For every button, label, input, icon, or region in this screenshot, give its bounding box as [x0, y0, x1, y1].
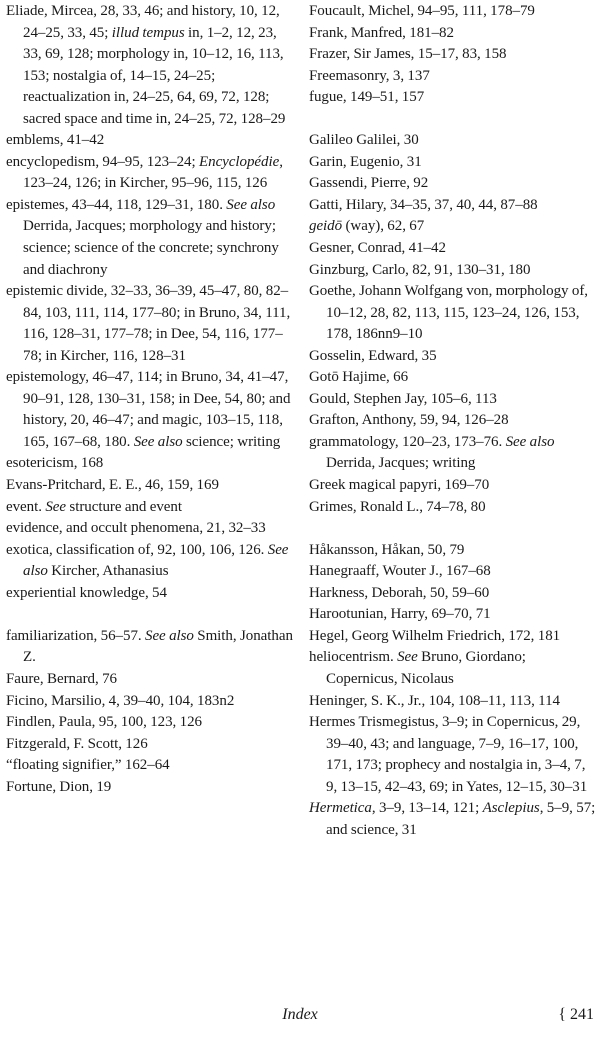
index-entry: Galileo Galilei, 30: [309, 132, 419, 149]
index-entry: Freemasonry, 3, 137: [309, 67, 430, 84]
index-entry: Hegel, Georg Wilhelm Friedrich, 172, 181: [309, 627, 561, 644]
index-entry: “floating signifier,” 162–64: [6, 757, 170, 774]
index-entry: heliocentrism. See Bruno, Giordano; Copernicus, Nicolaus: [309, 649, 526, 687]
index-entry: esotericism, 168: [6, 455, 104, 472]
letter-group-gap: [309, 109, 597, 131]
index-entry: Hermetica, 3–9, 13–14, 121; Asclepius, 5–9, 57; and science, 31: [309, 800, 596, 838]
page-footer: [0, 1006, 600, 1036]
index-entry: Fortune, Dion, 19: [6, 778, 112, 795]
index-column-left: [6, 1, 294, 798]
index-entry: Gatti, Hilary, 34–35, 37, 40, 44, 87–88: [309, 196, 538, 213]
index-entry: Gould, Stephen Jay, 105–6, 113: [309, 390, 497, 407]
index-entry: grammatology, 120–23, 173–76. See also Derrida, Jacques; writing: [309, 433, 555, 472]
index-entry: experiential knowledge, 54: [6, 584, 167, 601]
index-entry: Hanegraaff, Wouter J., 167–68: [309, 563, 491, 580]
index-column-right: [309, 1, 597, 841]
index-entry: emblems, 41–42: [6, 132, 105, 149]
index-entry: Grafton, Anthony, 59, 94, 126–28: [309, 412, 509, 429]
index-entry: Hermes Trismegistus, 3–9; in Copernicus, 29, 39–40, 43; and language, 7–9, 16–17, 100, 171, 173; prophecy and nostalgia in, 3–4, 7, 9, 13–15, 42–43, 69; in Yates, 12–15, 30–31: [309, 714, 588, 795]
index-entry: Findlen, Paula, 95, 100, 123, 126: [6, 714, 203, 731]
index-entry: Ginzburg, Carlo, 82, 91, 130–31, 180: [309, 261, 531, 278]
index-entry: Frazer, Sir James, 15–17, 83, 158: [309, 46, 507, 63]
index-entry: epistemes, 43–44, 118, 129–31, 180. See also Derrida, Jacques; morphology and history; science; science of the concrete; synchrony and diachrony: [6, 196, 279, 278]
index-entry: familiarization, 56–57. See also Smith, Jonathan Z.: [6, 627, 293, 666]
running-footer-title: Index: [282, 1006, 318, 1023]
index-entry: Evans-Pritchard, E. E., 46, 159, 169: [6, 477, 219, 494]
index-entry: Gassendi, Pierre, 92: [309, 175, 429, 192]
index-entry: Ficino, Marsilio, 4, 39–40, 104, 183n2: [6, 692, 235, 709]
index-entry: Grimes, Ronald L., 74–78, 80: [309, 498, 486, 515]
index-entry: Håkansson, Håkan, 50, 79: [309, 541, 465, 558]
index-entry: Gosselin, Edward, 35: [309, 347, 437, 364]
index-entry: Gesner, Conrad, 41–42: [309, 240, 446, 257]
index-entry: Gotō Hajime, 66: [309, 369, 409, 386]
index-entry: Harootunian, Harry, 69–70, 71: [309, 606, 491, 623]
index-entry: encyclopedism, 94–95, 123–24; Encyclopédie, 123–24, 126; in Kircher, 95–96, 115, 126: [6, 153, 283, 192]
index-entry: exotica, classification of, 92, 100, 106, 126. See also Kircher, Athanasius: [6, 541, 289, 580]
index-entry: Faure, Bernard, 76: [6, 670, 117, 687]
letter-group-gap: [309, 518, 597, 540]
index-entry: geidō (way), 62, 67: [309, 218, 425, 235]
index-entry: Goethe, Johann Wolfgang von, morphology of, 10–12, 28, 82, 113, 115, 123–24, 126, 153, 178, 186nn9–10: [309, 283, 588, 343]
index-entry: Foucault, Michel, 94–95, 111, 178–79: [309, 3, 535, 19]
page-number: { 241: [558, 1006, 594, 1023]
index-entry: fugue, 149–51, 157: [309, 89, 425, 106]
index-entry: epistemic divide, 32–33, 36–39, 45–47, 80, 82–84, 103, 111, 114, 177–80; in Bruno, 34, 111, 116, 128–31, 177–78; in Dee, 54, 116, 177–78; in Kircher, 116, 128–31: [6, 283, 291, 364]
index-entry: Harkness, Deborah, 50, 59–60: [309, 584, 490, 601]
index-entry: event. See structure and event: [6, 498, 182, 515]
index-entry: epistemology, 46–47, 114; in Bruno, 34, 41–47, 90–91, 128, 130–31, 158; in Dee, 54, 80; and history, 20, 46–47; and magic, 103–15, 118, 165, 167–68, 180. See also science; writing: [6, 369, 291, 450]
index-entry: Garin, Eugenio, 31: [309, 153, 422, 170]
index-entry: evidence, and occult phenomena, 21, 32–33: [6, 520, 266, 537]
index-entry: Heninger, S. K., Jr., 104, 108–11, 113, 114: [309, 692, 560, 709]
index-entry: Frank, Manfred, 181–82: [309, 24, 454, 41]
index-entry: Eliade, Mircea, 28, 33, 46; and history, 10, 12, 24–25, 33, 45; illud tempus in, 1–2, 12, 23, 33, 69, 128; morphology in, 10–12, 16, 113, 153; nostalgia of, 14–15, 24–25; reactualization in, 24–25, 64, 69, 72, 128; sacred space and time in, 24–25, 72, 128–29: [6, 3, 286, 127]
index-entry: Greek magical papyri, 169–70: [309, 477, 490, 494]
letter-group-gap: [6, 604, 294, 626]
index-entry: Fitzgerald, F. Scott, 126: [6, 735, 148, 752]
